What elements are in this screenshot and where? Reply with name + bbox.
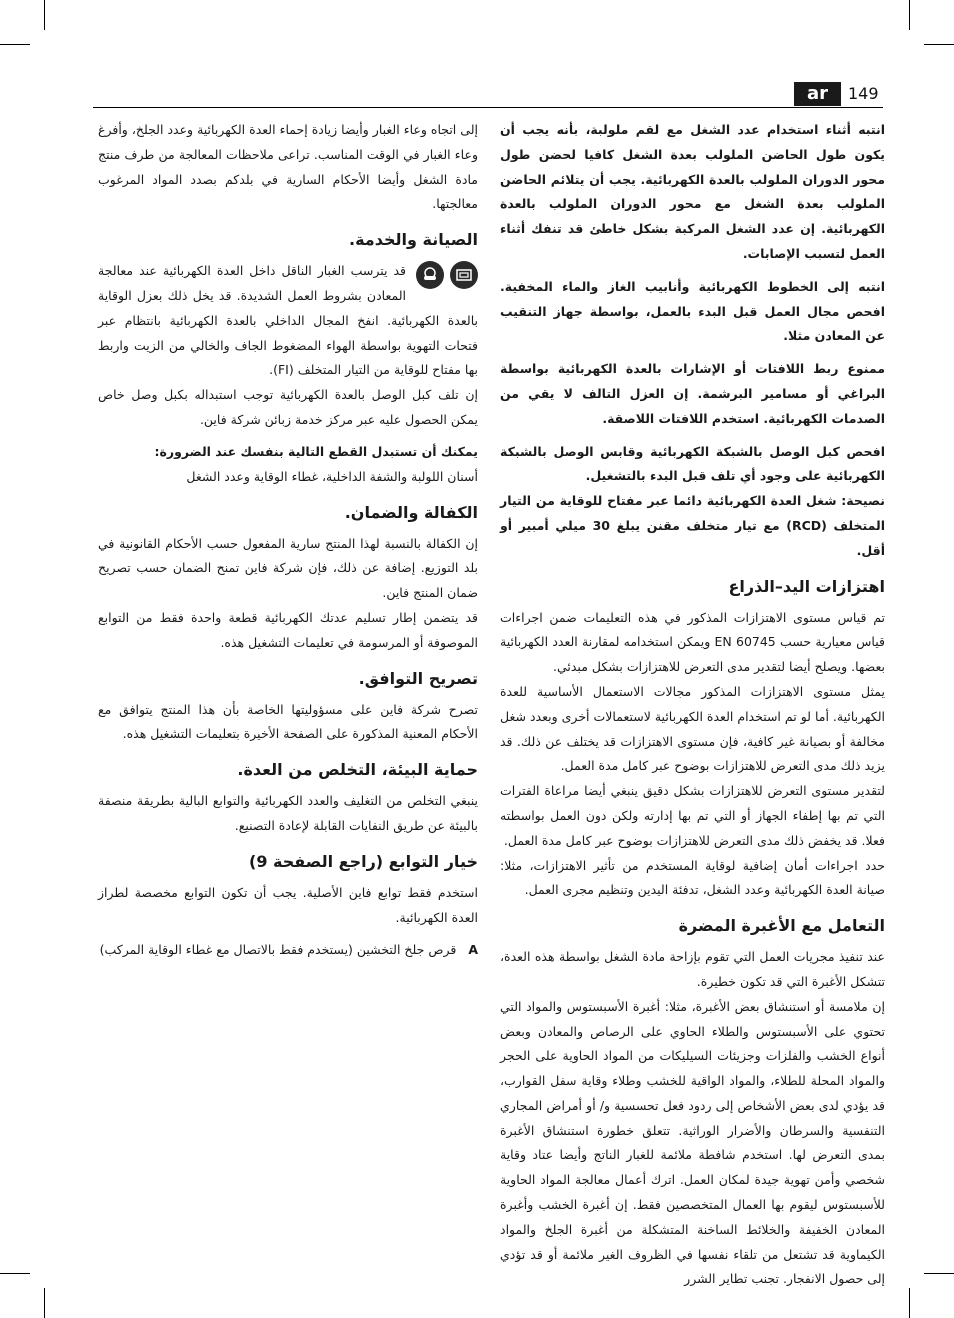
heading-accessories: خيار التوابع (راجع الصفحة 9)	[249, 851, 478, 871]
vibration-text-4: حدد اجراءات أمان إضافية لوقاية المستخدم من تأثير الاهتزازات، مثلا: صيانة العدة الكهربائية وعدد الشغل، تدفئة اليدين وتنظيم مجرى العمل.	[500, 857, 885, 898]
heading-warranty: الكفالة والضمان.	[344, 502, 478, 522]
double-insulation-icon	[450, 261, 478, 289]
warning-hidden-lines: انتبه إلى الخطوط الكهربائية وأنابيب الغاز والماء المخفية. افحص مجال العمل قبل البدء بالعمل، بواسطة جهاز التنقيب عن المعادن مثلا.	[500, 278, 885, 344]
dust-text-2: إن ملامسة أو استنشاق بعض الأغبرة، مثلا: أغبرة الأسبستوس والمواد التي تحتوي على الأسبستوس والطلاء الحاوي على الرصاص والمعادن وبعض أنواع الخشب والفلزات وجزيئات السيليكات من المواد الحاوية على الحجر والمواد المحلة للطلاء، والمواد الواقية للخشب وطلاء وقاية سفل القوارب، قد يؤدي لدى بعض الأشخاص إلى ردود فعل تحسسية و/ أو أمراض المجاري التنفسية والسرطان والأضرار الوراثية. تتعلق خطورة استنشاق الأغبرة بمدى التعرض لها. استخدم شافطة ملائمة للغبار الناتج وأيضا عتاد وقاية شخصي وأمن تهوية جيدة لمكان العمل. اترك أعمال معالجة المواد الحاوية للأسبستوس ليقوم بها العمال المتخصصين فقط. إن أغبرة الخشب وأغبرة المعادن الخفيفة والخلائط الساخنة المتشكلة من أغبرة الجلخ والمواد الكيماوية قد تشتعل من تلقاء نفسها في الظروف الغير ملائمة أو قد تؤدي إلى حصول الانفجار. تجنب تطاير الشرر	[500, 998, 885, 1287]
vibration-text-2: يمثل مستوى الاهتزازات المذكور مجالات الاستعمال الأساسية للعدة الكهربائية. أما لو تم استخدام العدة الكهربائية لاستعمالات أخرى وبعدد شغل مخالفة أو بصيانة غير كافية، فإن مستوى الاهتزازات قد يختلف عن ذلك. قد يزيد ذلك مدى التعرض للاهتزازات بوضوح عبر كامل مدة العمل.	[500, 683, 885, 774]
crop-mark	[0, 44, 30, 45]
heading-vibration: اهتزازات اليد–الذراع	[728, 576, 885, 596]
crop-mark	[0, 1273, 30, 1274]
crop-mark	[44, 1288, 45, 1318]
warning-check-cable: افحص كبل الوصل بالشبكة الكهربائية وقابس الوصل بالشبكة الكهربائية على وجود أي تلف قبل البدء بالتشغيل.	[500, 443, 885, 484]
warning-no-screws: ممنوع ربط اللافتات أو الإشارات بالعدة الكهربائية بواسطة البراغي أو مسامير البرشمة. إن العزل التالف لا يقي من الصدمات الكهربائية. استخدم اللافتات اللاصقة.	[500, 361, 885, 426]
language-badge: ar	[794, 82, 841, 106]
warning-threaded-tools: انتبه أثناء استخدام عدد الشغل مع لقم ملولبة، بأنه يجب أن يكون طول الحاضن الملولب بعدة الشغل كافيا لحضن طول محور الدوران الملولب بالعدة الكهربائية. يجب أن يتلائم الحاضن الملولب بعدة الشغل مع محور الدوران الملولب بالعدة الكهربائية. إن عدد الشغل المركبة بشكل خاطئ قد تنفك أثناء العمل لتسبب الإصابات.	[500, 122, 885, 261]
header-rule	[93, 107, 883, 108]
maintenance-text-1-body: قد يترسب الغبار الناقل داخل العدة الكهربائية عند معالجة المعادن بشروط العمل الشديدة. قد يخل ذلك بعزل الوقاية بالعدة الكهربائية. انفخ المجال الداخلي بالعدة الكهربائية بانتظام عبر فتحات التهوية بواسطة الهواء المضغوط الجاف والخالي من الزيت واربط بها مفتاح للوقاية من التيار المتخلف (FI).	[98, 263, 478, 378]
left-column	[98, 118, 478, 971]
vibration-text-3: لتقدير مستوى التعرض للاهتزازات بشكل دقيق ينبغي أيضا مراعاة الفترات التي تم بها إطفاء الجهاز أو التي تم بها إدارته ولكن دون العمل بواسطته فعلا. قد يخفض ذلك مدى التعرض للاهتزازات بوضوح عبر كامل مدة العمل.	[500, 783, 885, 848]
conformity-text: تصرح شركة فاين على مسؤوليتها الخاصة بأن هذا المنتج يتوافق مع الأحكام المعنية المذكورة على الصفحة الأخيرة بتعليمات التشغيل هذه.	[98, 701, 478, 742]
heading-dust: التعامل مع الأغبرة المضرة	[678, 916, 885, 936]
environment-text: ينبغي التخلص من التغليف والعدد الكهربائية والتوابع البالية بطريقة منصفة بالبيئة عن طريق النفايات القابلة لإعادة التصنيع.	[98, 793, 478, 833]
maintenance-text-2: إن تلف كبل الوصل بالعدة الكهربائية توجب استبداله بكبل وصل خاص يمكن الحصول عليه عبر مركز خدمة زبائن شركة فاين.	[98, 387, 478, 427]
eye-protection-icon	[416, 261, 444, 289]
heading-conformity: تصريح التوافق.	[358, 668, 478, 688]
accessory-item-letter: A	[468, 942, 478, 958]
page-number: 149	[848, 84, 879, 103]
warranty-text-1: إن الكفالة بالنسبة لهذا المنتج سارية المفعول حسب الأحكام القانونية في بلد التوزيع. إضافة عن ذلك، فإن شركة فاين تمنح الضمان حسب تصريح ضمان المنتج فاين.	[98, 535, 478, 601]
dust-text-1: عند تنفيذ مجريات العمل التي تقوم بإزاحة مادة الشغل بواسطة هذه العدة، تتشكل الأغبرة التي قد تكون خطيرة.	[500, 949, 885, 989]
warranty-text-2: قد يتضمن إطار تسليم عدتك الكهربائية قطعة واحدة فقط من التوابع الموصوفة أو المرسومة في تعليمات التشغيل هذه.	[98, 609, 478, 650]
crop-mark	[909, 0, 910, 30]
accessories-text: استخدم فقط توابع فاين الأصلية. يجب أن تكون التوابع مخصصة لطراز العدة الكهربائية.	[98, 884, 478, 925]
maintenance-text-1	[98, 259, 478, 383]
crop-mark	[44, 0, 45, 30]
crop-mark	[909, 1288, 910, 1318]
safety-icons	[416, 261, 478, 289]
crop-mark	[924, 44, 954, 45]
heading-environment: حماية البيئة، التخلص من العدة.	[237, 760, 478, 780]
vibration-text-1: تم قياس مستوى الاهتزازات المذكور في هذه التعليمات ضمن اجراءات قياس معيارية حسب EN 60745 ويمكن استخدامه لمقارنة العدد الكهربائية بعضها. ويصلح أيضا لتقدير مدى التعرض للاهتزازات بشكل مبدئي.	[500, 609, 885, 675]
dust-continued: إلى اتجاه وعاء الغبار وأيضا زيادة إحماء العدة الكهربائية وعدد الجلخ، وأفرغ وعاء الغبار في الوقت المناسب. تراعى ملاحظات المعالجة من طرف منتج مادة الشغل وأيضا الأحكام السارية في بلدكم بصدد المواد المرغوب معالجتها.	[98, 122, 478, 212]
replaceable-parts: أسنان اللولبة والشفة الداخلية، غطاء الوقاية وعدد الشغل	[186, 468, 478, 484]
tip-rcd: نصيحة: شغل العدة الكهربائية دائما عبر مفتاح للوقاية من التيار المتخلف (RCD) مع تيار متخلف مقنن يبلغ 30 ميلي أمبير أو أقل.	[500, 493, 885, 558]
accessory-item-text: قرص جلخ التخشين (يستخدم فقط بالاتصال مع غطاء الوقاية المركب)	[99, 942, 457, 958]
heading-replaceable-parts: يمكنك أن تستبدل القطع التالية بنفسك عند الضرورة:	[154, 443, 478, 459]
heading-maintenance: الصيانة والخدمة.	[349, 230, 478, 250]
right-column	[500, 118, 885, 1292]
crop-mark	[924, 1273, 954, 1274]
accessory-item-a	[98, 938, 478, 963]
